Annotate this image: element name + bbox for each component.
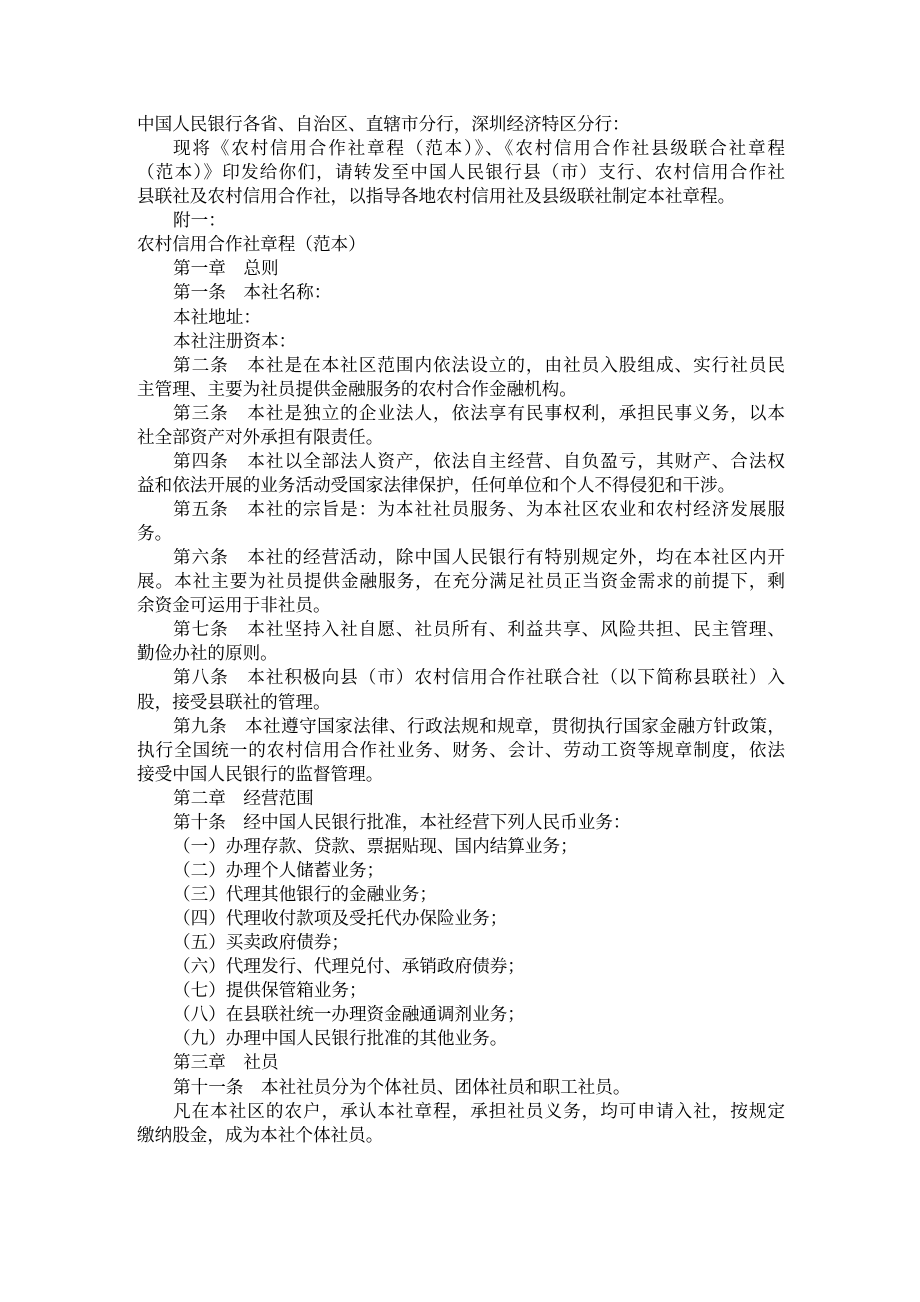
paragraph: [137, 1100, 785, 1148]
text-line: 第十条 经中国人民银行批准，本社经营下列人民币业务：: [173, 812, 631, 833]
text-line: （八）在县联社统一办理资金融通调剂业务；: [173, 1005, 525, 1026]
text-line: 接受中国人民银行的监督管理。: [137, 764, 384, 785]
text-line: 附一：: [173, 211, 226, 232]
text-line: 执行全国统一的农村信用合作社业务、财务、会计、劳动工资等规章制度，依法: [137, 740, 785, 761]
text-line: （六）代理发行、代理兑付、承销政府债券；: [173, 957, 525, 978]
text-line: 第十一条 本社社员分为个体社员、团体社员和职工社员。: [173, 1077, 631, 1098]
text-line: 县联社及农村信用合作社，以指导各地农村信用社及县级联社制定本社章程。: [137, 187, 736, 208]
text-line: 第四条 本社以全部法人资产，依法自主经营、自负盈亏，其财产、合法权: [173, 451, 785, 472]
paragraph: [137, 498, 785, 546]
text-line: 勤俭办社的原则。: [137, 644, 278, 665]
text-line: 第九条 本社遵守国家法律、行政法规和规章，贯彻执行国家金融方针政策，: [173, 716, 785, 737]
paragraph: [137, 955, 785, 979]
text-line: （四）代理收付款项及受托代办保险业务；: [173, 909, 508, 930]
text-line: 第一章 总则: [173, 259, 279, 280]
paragraph: [137, 306, 785, 330]
paragraph: [137, 137, 785, 209]
text-line: 第二章 经营范围: [173, 788, 314, 809]
text-line: （三）代理其他银行的金融业务；: [173, 885, 437, 905]
text-line: （五）买卖政府债券；: [173, 933, 349, 954]
paragraph: [137, 354, 785, 402]
document-body: [137, 113, 785, 1148]
paragraph: [137, 835, 785, 859]
paragraph: [137, 859, 785, 883]
paragraph: [137, 546, 785, 618]
paragraph: [137, 666, 785, 714]
text-line: （一）办理存款、贷款、票据贴现、国内结算业务；: [173, 836, 578, 857]
text-line: 益和依法开展的业务活动受国家法律保护，任何单位和个人不得侵犯和干涉。: [137, 475, 736, 496]
paragraph: [137, 907, 785, 931]
text-line: （范本）》印发给你们，请转发至中国人民银行县（市）支行、农村信用合作社: [137, 163, 785, 184]
paragraph: [137, 209, 785, 233]
text-line: 余资金可运用于非社员。: [137, 596, 331, 617]
paragraph: [137, 787, 785, 811]
paragraph: [137, 1003, 785, 1027]
paragraph: [137, 618, 785, 666]
paragraph: [137, 330, 785, 354]
text-line: 务。: [137, 524, 173, 545]
text-line: 现将《农村信用合作社章程（范本）》、《农村信用合作社县级联合社章程: [173, 139, 785, 160]
text-line: 第三章 社员: [173, 1053, 279, 1074]
text-line: （九）办理中国人民银行批准的其他业务。: [173, 1029, 508, 1050]
text-line: （二）办理个人储蓄业务；: [173, 860, 385, 881]
text-line: 凡在本社区的农户，承认本社章程，承担社员义务，均可申请入社，按规定: [173, 1101, 785, 1122]
text-line: 本社地址：: [173, 307, 261, 328]
text-line: 第七条 本社坚持入社自愿、社员所有、利益共享、风险共担、民主管理、: [173, 620, 785, 641]
paragraph: [137, 402, 785, 450]
paragraph: [137, 1027, 785, 1051]
text-line: 第六条 本社的经营活动，除中国人民银行有特别规定外，均在本社区内开: [173, 548, 785, 569]
paragraph: [137, 281, 785, 305]
text-line: 股，接受县联社的管理。: [137, 692, 331, 713]
text-line: 本社注册资本：: [173, 331, 297, 352]
paragraph: [137, 811, 785, 835]
text-line: 社全部资产对外承担有限责任。: [137, 427, 384, 448]
paragraph: [137, 1051, 785, 1075]
text-line: （七）提供保管箱业务；: [173, 981, 367, 1002]
paragraph: [137, 450, 785, 498]
paragraph: [137, 257, 785, 281]
text-line: 第五条 本社的宗旨是：为本社社员服务、为本社区农业和农村经济发展服: [173, 500, 785, 520]
paragraph: [137, 979, 785, 1003]
text-line: 主管理、主要为社员提供金融服务的农村合作金融机构。: [137, 379, 577, 400]
text-line: 第三条 本社是独立的企业法人，依法享有民事权利，承担民事义务，以本: [173, 403, 785, 424]
paragraph: [137, 715, 785, 787]
paragraph: [137, 883, 785, 907]
paragraph: [137, 931, 785, 955]
text-line: 农村信用合作社章程（范本）: [137, 235, 366, 256]
text-line: 缴纳股金，成为本社个体社员。: [137, 1125, 384, 1146]
text-line: 中国人民银行各省、自治区、直辖市分行，深圳经济特区分行：: [137, 115, 630, 135]
text-line: 第八条 本社积极向县（市）农村信用合作社联合社（以下简称县联社）入: [173, 668, 785, 689]
paragraph: [137, 113, 785, 137]
paragraph: [137, 233, 785, 257]
paragraph: [137, 1076, 785, 1100]
text-line: 第二条 本社是在本社区范围内依法设立的，由社员入股组成、实行社员民: [173, 355, 785, 376]
text-line: 展。本社主要为社员提供金融服务，在充分满足社员正当资金需求的前提下，剩: [137, 572, 785, 593]
text-line: 第一条 本社名称：: [173, 283, 332, 304]
